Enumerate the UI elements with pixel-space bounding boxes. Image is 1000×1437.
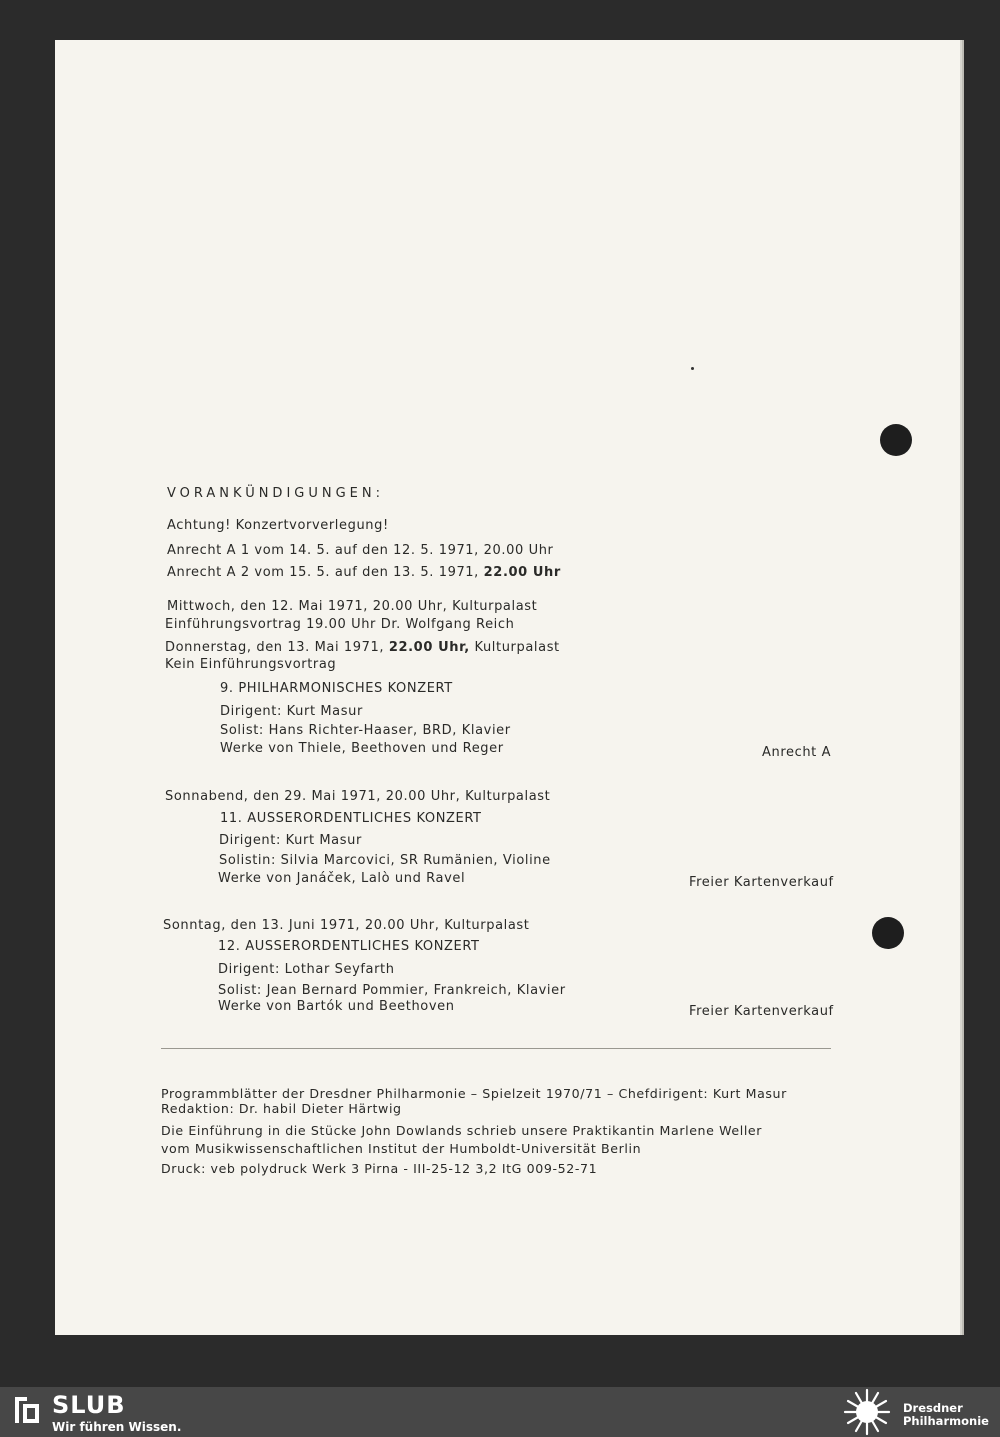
philharmonie-name-line-1: Dresdner bbox=[903, 1401, 963, 1415]
concert11-conductor: Dirigent: Kurt Masur bbox=[219, 833, 362, 848]
notice-line-1: Achtung! Konzertvorverlegung! bbox=[167, 518, 389, 533]
concert9-intro-2: Kein Einführungsvortrag bbox=[165, 657, 337, 672]
concert11-works: Werke von Janáček, Lalò und Ravel bbox=[218, 871, 466, 886]
concert9-works: Werke von Thiele, Beethoven und Reger bbox=[220, 741, 504, 756]
notice-line-3 bbox=[167, 565, 561, 580]
colophon-line-5: Druck: veb polydruck Werk 3 Pirna - III-25-12 3,2 ItG 009-52-71 bbox=[161, 1161, 598, 1176]
colophon-line-1: Programmblätter der Dresdner Philharmonie – Spielzeit 1970/71 – Chefdirigent: Kurt Masur bbox=[161, 1086, 787, 1101]
concert9-title: 9. PHILHARMONISCHES KONZERT bbox=[220, 681, 453, 696]
colophon-line-4: vom Musikwissenschaftlichen Institut der Humboldt-Universität Berlin bbox=[161, 1141, 642, 1156]
announcements-heading: VORANKÜNDIGUNGEN: bbox=[167, 486, 384, 501]
concert9-soloist: Solist: Hans Richter-Haaser, BRD, Klavier bbox=[220, 723, 511, 738]
concert12-soloist: Solist: Jean Bernard Pommier, Frankreich, Klavier bbox=[218, 983, 566, 998]
concert9-intro-1: Einführungsvortrag 19.00 Uhr Dr. Wolfgang Reich bbox=[165, 617, 515, 632]
program-page bbox=[55, 40, 960, 1335]
punch-hole-top bbox=[880, 424, 912, 456]
slub-tagline: Wir führen Wissen. bbox=[52, 1420, 182, 1434]
footer-bar bbox=[0, 1387, 1000, 1437]
concert12-title: 12. AUSSERORDENTLICHES KONZERT bbox=[218, 939, 480, 954]
colophon-line-3: Die Einführung in die Stücke John Dowlands schrieb unsere Praktikantin Marlene Weller bbox=[161, 1123, 763, 1138]
concert11-date: Sonnabend, den 29. Mai 1971, 20.00 Uhr, Kulturpalast bbox=[165, 789, 551, 804]
concert11-ticket: Freier Kartenverkauf bbox=[689, 875, 834, 890]
concert9-date-2-time: 22.00 Uhr, bbox=[388, 640, 470, 655]
concert12-ticket: Freier Kartenverkauf bbox=[689, 1004, 834, 1019]
colophon-line-2: Redaktion: Dr. habil Dieter Härtwig bbox=[161, 1101, 402, 1116]
speck bbox=[691, 367, 694, 370]
notice-line-2: Anrecht A 1 vom 14. 5. auf den 12. 5. 1971, 20.00 Uhr bbox=[167, 543, 554, 558]
philharmonie-logo-icon bbox=[840, 1387, 894, 1437]
concert9-conductor: Dirigent: Kurt Masur bbox=[220, 704, 363, 719]
concert9-date-2-venue: Kulturpalast bbox=[469, 640, 560, 655]
philharmonie-name bbox=[903, 1402, 989, 1428]
punch-hole-bottom bbox=[872, 917, 904, 949]
concert9-date-1: Mittwoch, den 12. Mai 1971, 20.00 Uhr, Kulturpalast bbox=[167, 599, 538, 614]
philharmonie-name-line-2: Philharmonie bbox=[903, 1414, 989, 1428]
concert12-date: Sonntag, den 13. Juni 1971, 20.00 Uhr, Kulturpalast bbox=[163, 918, 530, 933]
concert9-ticket: Anrecht A bbox=[762, 745, 832, 760]
divider-rule bbox=[161, 1048, 831, 1049]
concert11-title: 11. AUSSERORDENTLICHES KONZERT bbox=[220, 811, 482, 826]
slub-name: SLUB bbox=[52, 1391, 126, 1419]
concert9-date-2-text: Donnerstag, den 13. Mai 1971, bbox=[165, 640, 389, 655]
concert12-works: Werke von Bartók und Beethoven bbox=[218, 999, 455, 1014]
concert12-conductor: Dirigent: Lothar Seyfarth bbox=[218, 962, 395, 977]
concert9-date-2 bbox=[165, 640, 560, 655]
concert11-soloist: Solistin: Silvia Marcovici, SR Rumänien, Violine bbox=[219, 853, 551, 868]
notice-line-3-text: Anrecht A 2 vom 15. 5. auf den 13. 5. 1971, bbox=[167, 565, 484, 580]
slub-logo-icon bbox=[12, 1393, 42, 1427]
notice-line-3-time: 22.00 Uhr bbox=[483, 565, 561, 580]
